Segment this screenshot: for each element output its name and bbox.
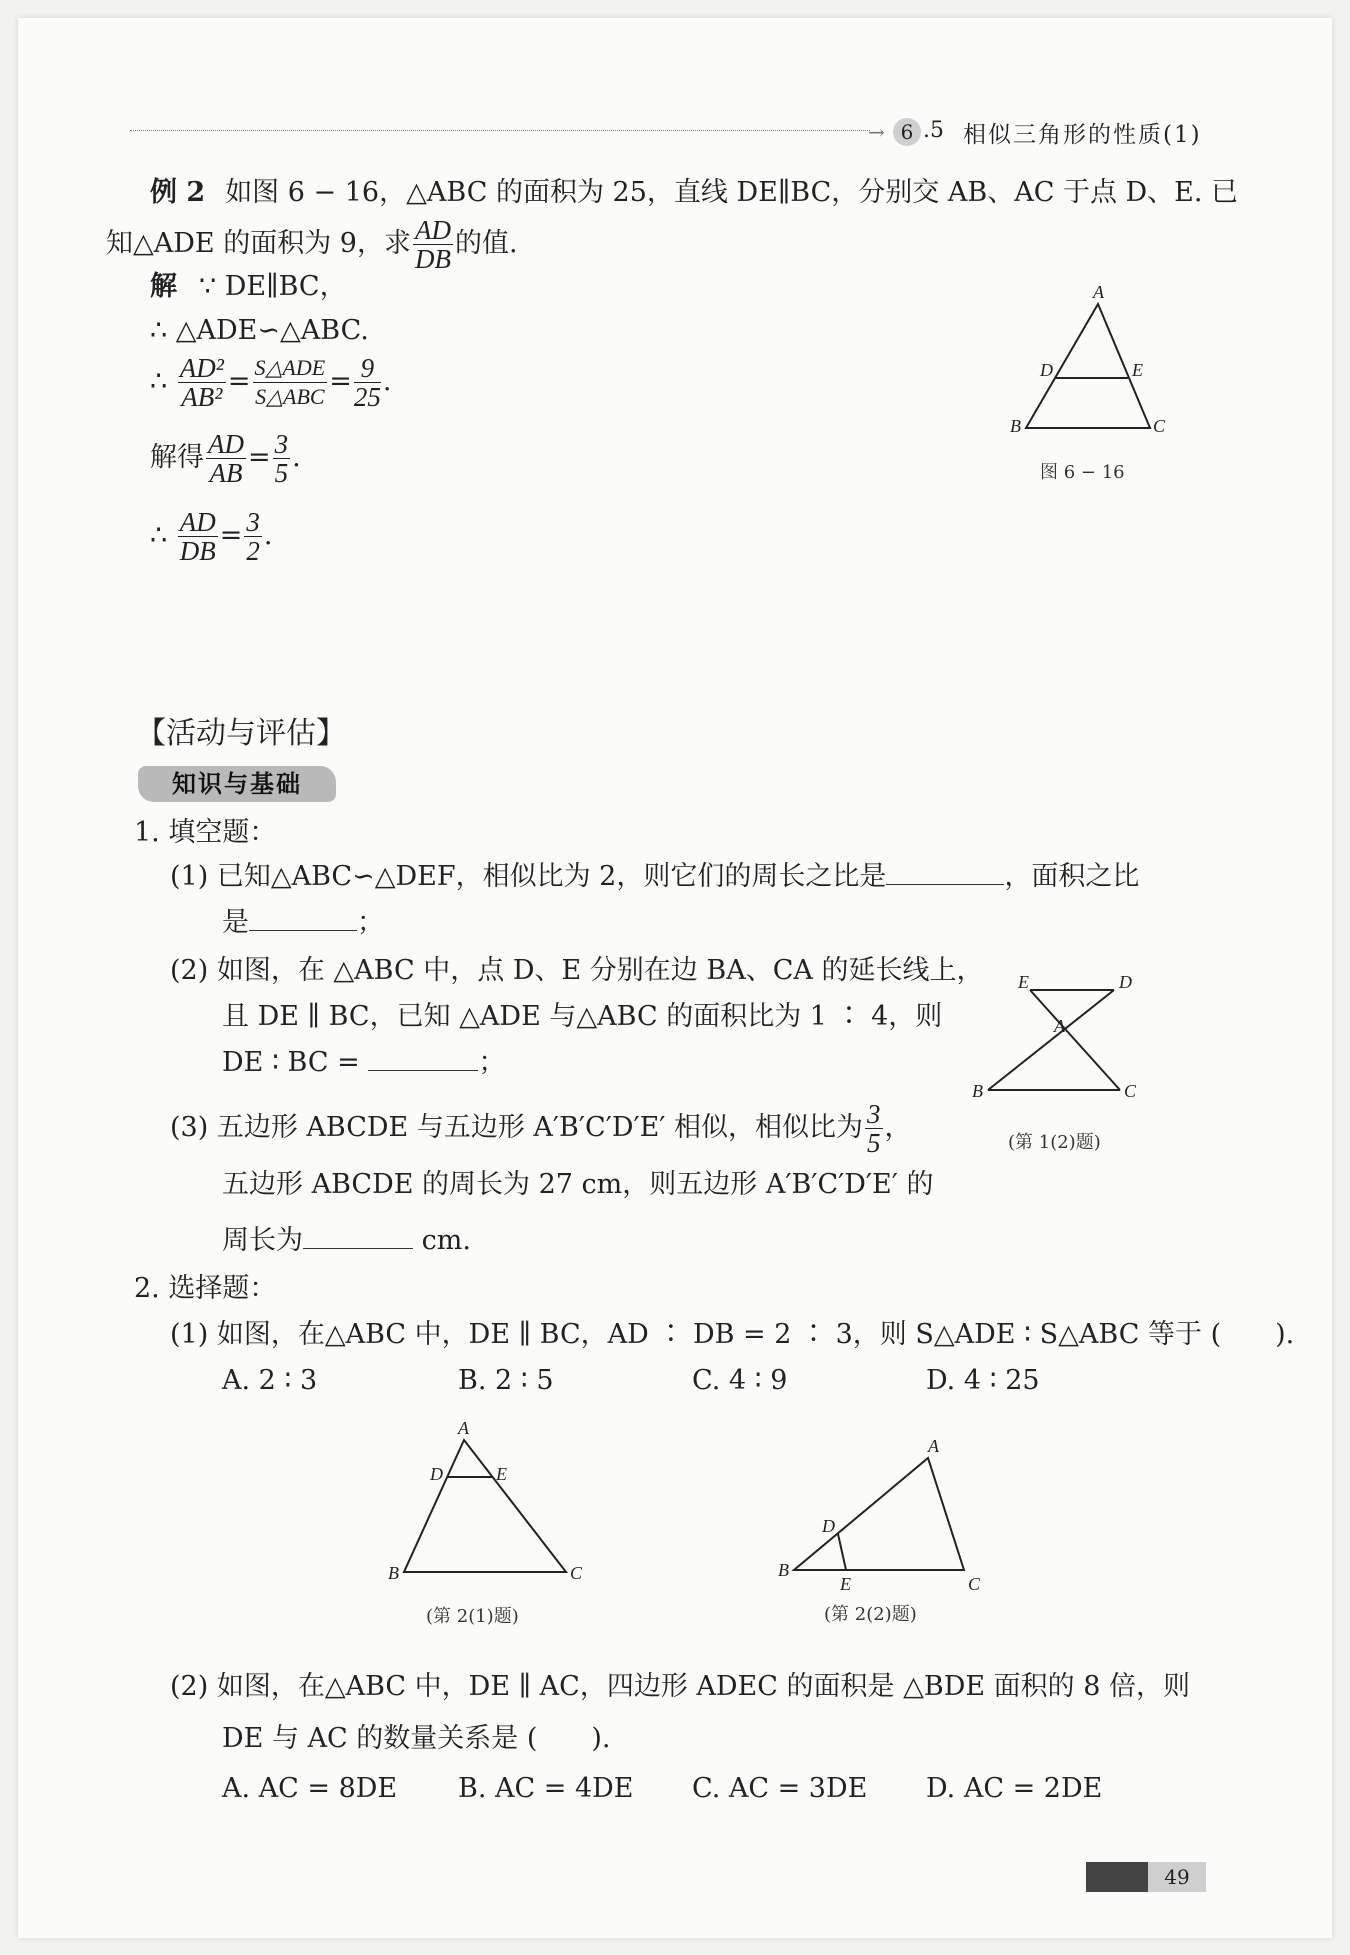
solution-label: 解 xyxy=(150,271,177,302)
denominator: AB xyxy=(209,458,243,488)
label-e: E xyxy=(840,1574,851,1592)
label-b: B xyxy=(1010,416,1021,436)
q1-part1-text-d: ； xyxy=(357,907,384,938)
section-subnum: .5 xyxy=(923,118,944,143)
fraction xyxy=(178,354,226,411)
denominator: 2 xyxy=(246,536,260,566)
q2-title: 2. 选择题： xyxy=(134,1273,277,1304)
example-line-1 xyxy=(150,176,1238,210)
numerator: AD xyxy=(179,507,216,537)
label-c: C xyxy=(1124,1081,1137,1101)
label-d: D xyxy=(822,1516,835,1536)
numerator: 3 xyxy=(274,429,289,459)
solution-text-4: 解得 xyxy=(150,442,204,473)
q2-part2-option-d[interactable]: D. AC = 2DE xyxy=(926,1773,1103,1804)
fraction xyxy=(206,430,246,487)
page-number-dark-block xyxy=(1086,1862,1148,1892)
figure-q1-2-caption: (第 1(2)题) xyxy=(1008,1132,1101,1153)
denominator: DB xyxy=(414,244,451,274)
knowledge-badge xyxy=(138,766,336,802)
solution-line-2: ∴ △ADE∽△ABC. xyxy=(150,315,369,346)
q2-part1-option-a[interactable]: A. 2 ∶ 3 xyxy=(222,1365,318,1396)
figure-6-16 xyxy=(998,280,1188,450)
figure-q2-2-caption: (第 2(2)题) xyxy=(824,1604,917,1625)
triangle-abc xyxy=(794,1458,964,1570)
answer-blank[interactable] xyxy=(368,1046,478,1071)
q1-part3-line3 xyxy=(222,1224,471,1258)
q1-part1-text-a: (1) 已知△ABC∽△DEF，相似比为 2，则它们的周长之比是 xyxy=(170,861,887,892)
denominator: AB² xyxy=(181,382,223,412)
label-b: B xyxy=(388,1563,399,1583)
q1-part1-line2 xyxy=(222,906,384,940)
fraction xyxy=(413,216,453,273)
fraction xyxy=(273,430,291,487)
q1-part2-text-c: DE ∶ BC = xyxy=(222,1047,360,1078)
denominator: 5 xyxy=(274,458,289,488)
q1-part2-line2: 且 DE ∥ BC，已知 △ADE 与△ABC 的面积比为 1 ∶ 4，则 xyxy=(222,1001,943,1032)
example-label: 例 2 xyxy=(150,177,206,208)
fraction xyxy=(178,508,218,565)
segment-db xyxy=(988,990,1114,1090)
label-a: A xyxy=(1093,282,1104,302)
q2-part2-line1: (2) 如图，在△ABC 中，DE ∥ AC，四边形 ADEC 的面积是 △BDE 面积的 8 倍，则 xyxy=(170,1671,1190,1702)
q1-part3-text-d: 周长为 xyxy=(222,1225,303,1256)
numerator: 3 xyxy=(246,507,260,537)
label-e: E xyxy=(496,1464,507,1484)
example-text-2: 知△ADE 的面积为 9，求 xyxy=(106,228,411,259)
answer-blank[interactable] xyxy=(249,906,357,931)
label-a: A xyxy=(458,1418,469,1438)
q1-part1-text-c: 是 xyxy=(222,907,249,938)
q2-part1-text: (1) 如图，在△ABC 中，DE ∥ BC，AD ∶ DB = 2 ∶ 3，则 S△ADE ∶ S△ABC 等于 ( ). xyxy=(170,1319,1295,1350)
label-a: A xyxy=(1054,1016,1065,1036)
numerator: AD² xyxy=(179,353,224,383)
solution-line-4: 解得 $\frac{AD}{AB}$ = $\frac{3}{5}$ . xyxy=(150,429,301,488)
answer-blank[interactable] xyxy=(303,1224,413,1249)
q2-part2-option-a[interactable]: A. AC = 8DE xyxy=(222,1773,398,1804)
q1-part1-line1 xyxy=(170,860,1139,894)
segment-ec xyxy=(1030,990,1120,1090)
figure-6-16-caption: 图 6 − 16 xyxy=(1040,462,1125,483)
solution-text-1: ∵ DE∥BC， xyxy=(199,271,347,302)
section-title: 相似三角形的性质(1) xyxy=(963,122,1202,148)
label-d: D xyxy=(1119,972,1132,992)
solution-line-1 xyxy=(150,270,347,304)
figure-q1-2 xyxy=(956,968,1186,1108)
q1-part3-line2: 五边形 ABCDE 的周长为 27 cm，则五边形 A′B′C′D′E′ 的 xyxy=(222,1169,934,1200)
q1-part1-text-b: ，面积之比 xyxy=(1004,861,1140,892)
label-b: B xyxy=(778,1560,789,1580)
fraction xyxy=(244,508,262,565)
label-b: B xyxy=(972,1081,983,1101)
page-number-tab xyxy=(1086,1862,1206,1892)
fraction xyxy=(865,1100,883,1157)
denominator: S△ABC xyxy=(255,384,325,409)
triangle-abc xyxy=(404,1440,566,1572)
q1-part3-text-a: (3) 五边形 ABCDE 与五边形 A′B′C′D′E′ 相似，相似比为 xyxy=(170,1112,864,1143)
therefore-symbol: ∴ xyxy=(150,520,168,551)
label-c: C xyxy=(570,1563,583,1583)
segment-de xyxy=(838,1534,846,1570)
label-e: E xyxy=(1132,360,1143,380)
q2-part1-option-c[interactable]: C. 4 ∶ 9 xyxy=(692,1365,788,1396)
figure-q2-2 xyxy=(776,1432,1016,1592)
figure-q2-1-caption: (第 2(1)题) xyxy=(426,1606,519,1627)
q2-part2-line2: DE 与 AC 的数量关系是 ( ). xyxy=(222,1723,611,1754)
q1-part2-line3 xyxy=(222,1046,505,1080)
label-d: D xyxy=(430,1464,443,1484)
numerator: 3 xyxy=(867,1099,881,1129)
figure-q2-1 xyxy=(378,1414,598,1594)
numerator: AD xyxy=(208,429,244,459)
solution-line-5: ∴ $\frac{AD}{DB}$ = $\frac{3}{2}$ . xyxy=(150,507,273,566)
q1-part3-line1 xyxy=(170,1100,912,1157)
label-c: C xyxy=(968,1574,981,1592)
label-d: D xyxy=(1040,360,1053,380)
denominator: 25 xyxy=(353,382,381,412)
q2-part1-option-b[interactable]: B. 2 ∶ 5 xyxy=(458,1365,554,1396)
numerator: AD xyxy=(414,215,451,245)
q2-part1-option-d[interactable]: D. 4 ∶ 25 xyxy=(926,1365,1040,1396)
example-line-2 xyxy=(106,216,518,273)
fraction xyxy=(253,354,328,411)
label-a: A xyxy=(928,1436,939,1456)
knowledge-badge-text: 知识与基础 xyxy=(172,770,302,798)
q1-part2-text-d: ； xyxy=(478,1047,506,1078)
page xyxy=(18,18,1332,1938)
header-rule xyxy=(130,130,870,131)
example-text-1: 如图 6 − 16，△ABC 的面积为 25，直线 DE∥BC，分别交 AB、AC 于点 D、E. 已 xyxy=(225,177,1239,208)
solution-line-3: ∴ $\frac{\text{AD²}}{\text{AB²}}$ = $\frac{\text{S△ADE}}{\text{S△ABC}}$ = $\frac{9}{25}$ . xyxy=(150,353,392,412)
answer-blank[interactable] xyxy=(886,860,1004,885)
q1-part3-text-b: ， xyxy=(884,1112,912,1143)
fraction xyxy=(354,354,381,411)
q2-part2-option-c[interactable]: C. AC = 3DE xyxy=(692,1773,868,1804)
denominator: DB xyxy=(179,536,216,566)
example-text-2b: 的值. xyxy=(454,228,518,259)
q1-part2-line1: (2) 如图，在 △ABC 中，点 D、E 分别在边 BA、CA 的延长线上， xyxy=(170,955,984,986)
q2-part2-option-b[interactable]: B. AC = 4DE xyxy=(458,1773,634,1804)
denominator: 5 xyxy=(867,1128,881,1158)
therefore-symbol: ∴ xyxy=(150,366,168,397)
q1-title: 1. 填空题： xyxy=(134,817,277,848)
label-c: C xyxy=(1153,416,1166,436)
arrow-icon: → xyxy=(868,120,885,144)
numerator: 9 xyxy=(354,354,381,383)
numerator: S△ADE xyxy=(253,354,328,383)
label-e: E xyxy=(1018,972,1029,992)
section-badge: 6 xyxy=(893,118,921,146)
q1-part3-text-e: cm. xyxy=(421,1225,471,1256)
page-number: 49 xyxy=(1148,1862,1206,1892)
activity-heading: 【活动与评估】 xyxy=(136,716,346,751)
